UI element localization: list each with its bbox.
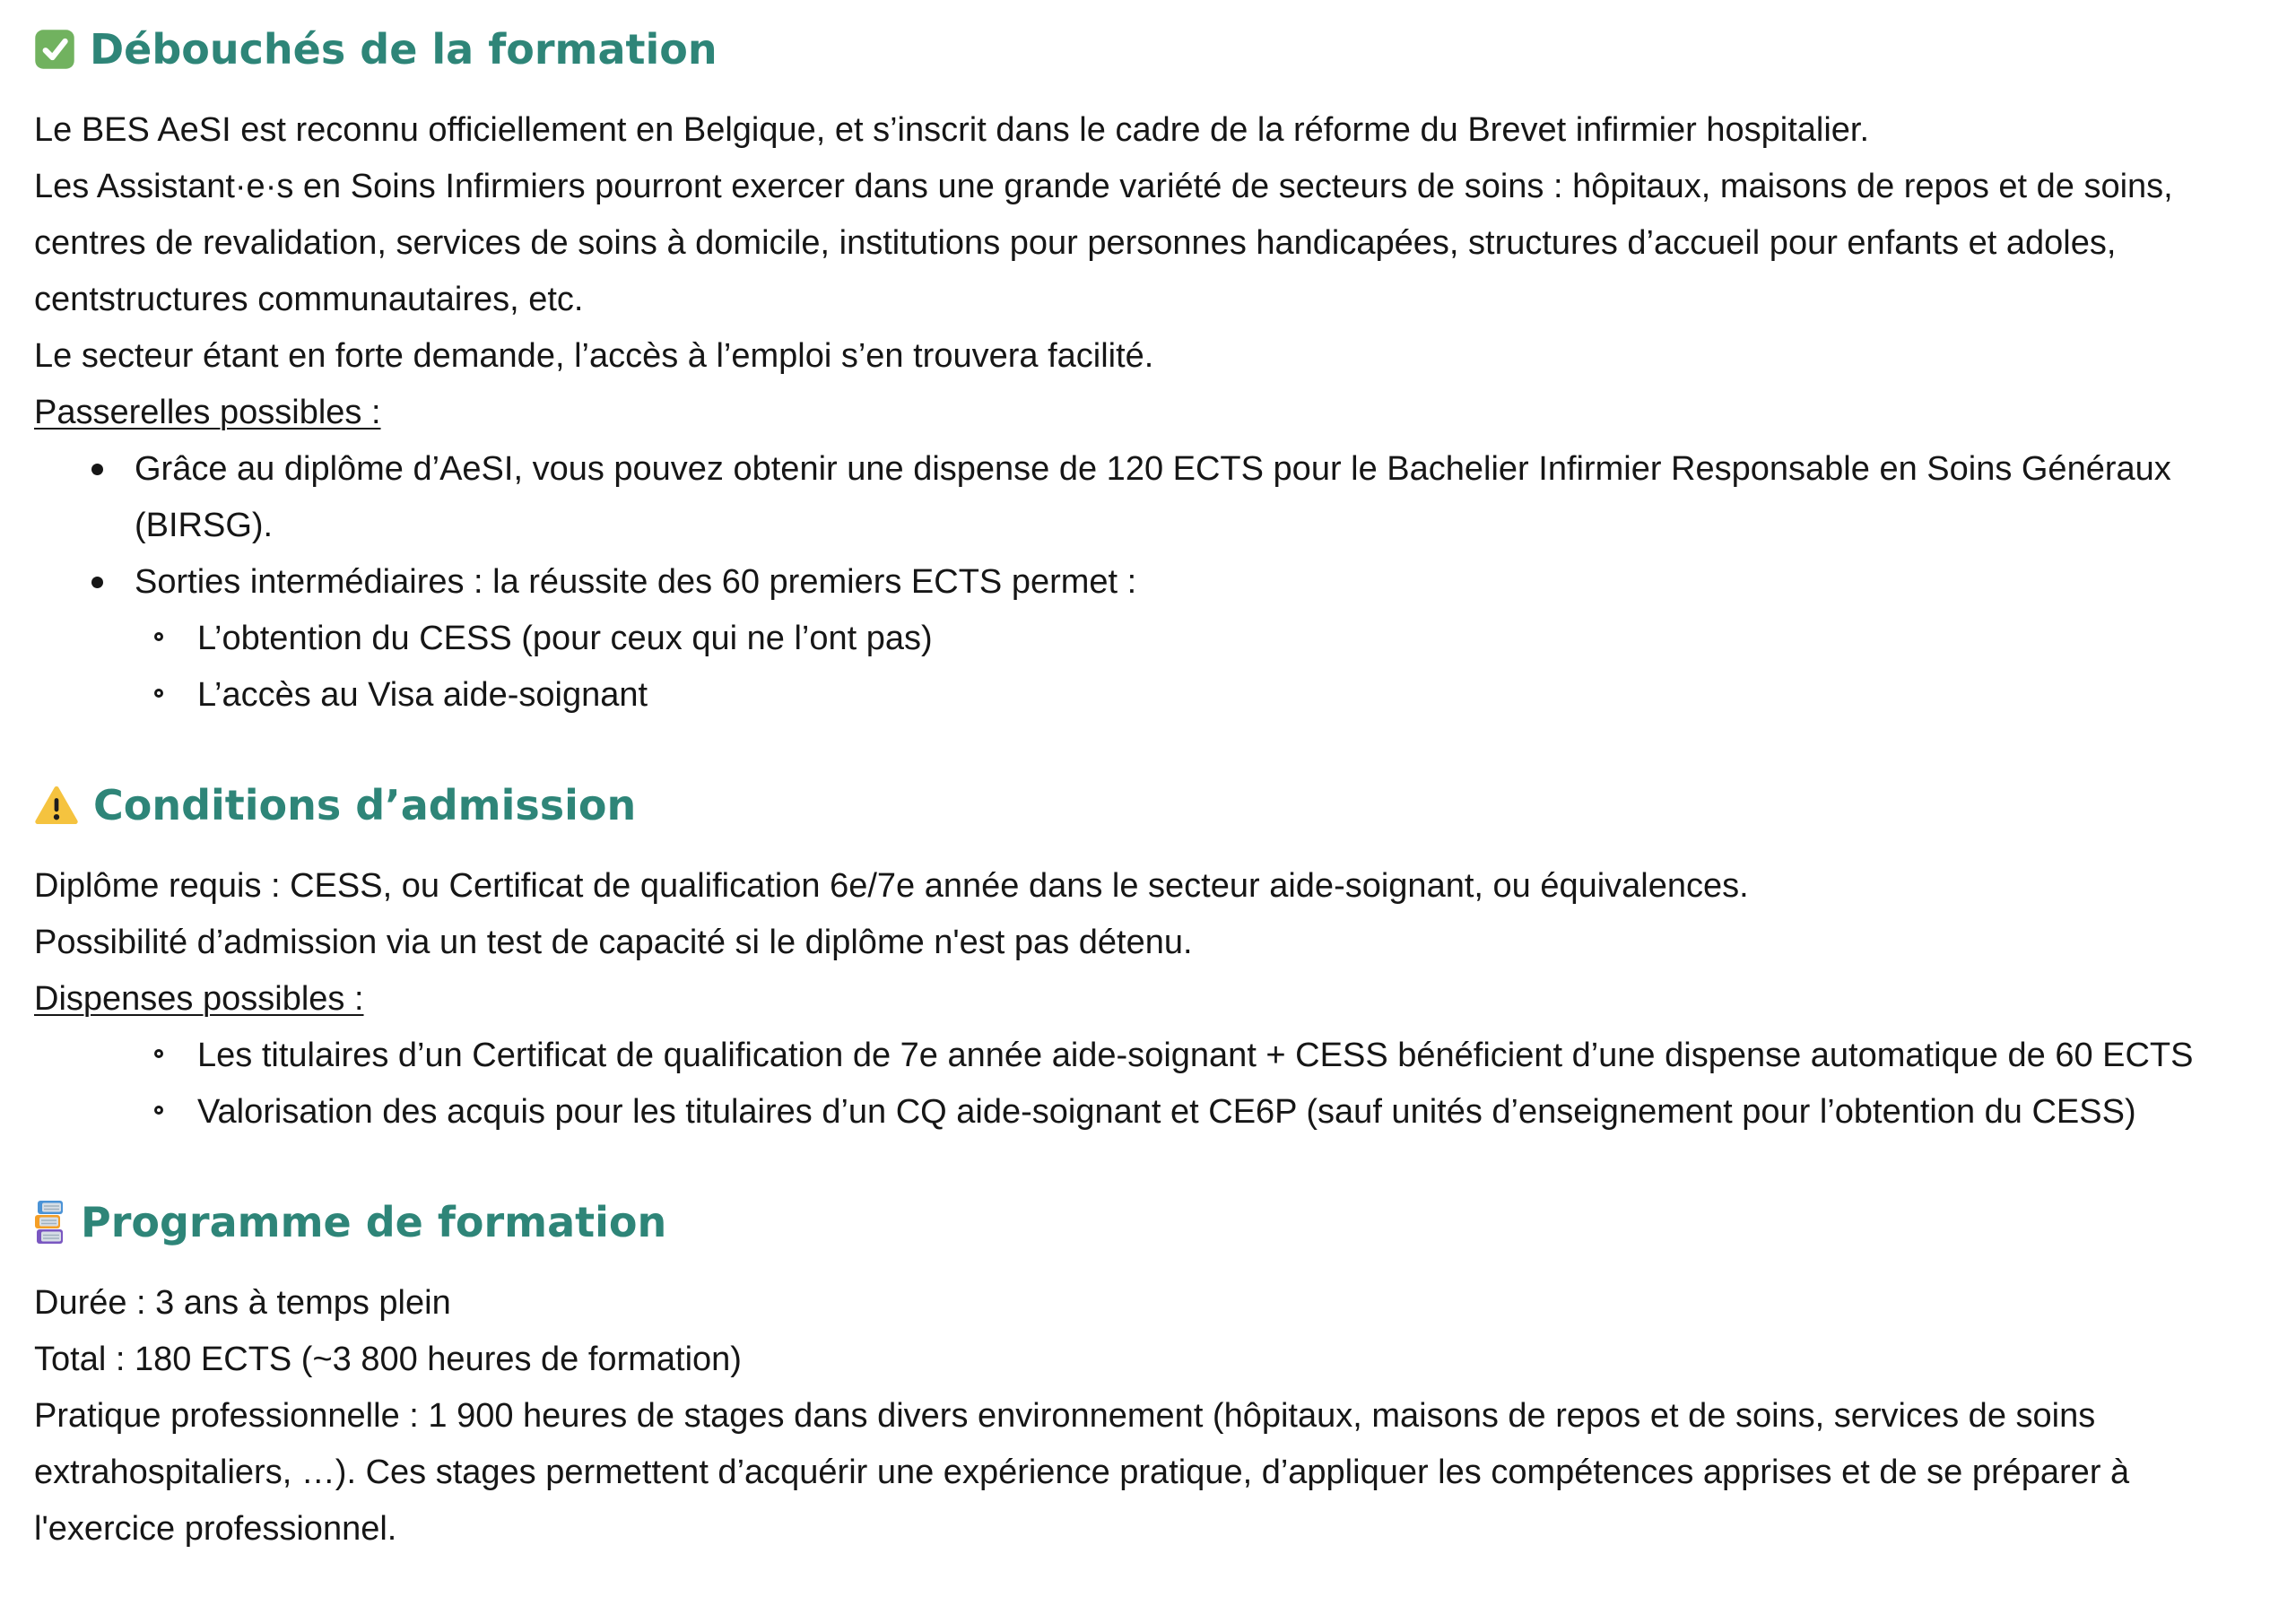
warning-icon (34, 785, 79, 826)
bullet-circle-icon (154, 1049, 163, 1058)
list-item-text: L’accès au Visa aide-soignant (197, 676, 648, 714)
list-item (34, 667, 2271, 724)
books-icon (34, 1199, 66, 1245)
paragraph: Le secteur étant en forte demande, l’accès à l’emploi s’en trouvera facilité. (34, 337, 1154, 375)
paragraph: Les Assistant·e·s en Soins Infirmiers pourront exercer dans une grande variété de secteurs de soins : hôpitaux, maisons de repos et de soins, centres de revalidation, services de soins à domicile, institutions pour personnes handicapées, structures d’accueil pour enfants et adoles, centstructures communautaires, etc. (34, 168, 2173, 318)
list-item (34, 1084, 2271, 1141)
sorties-sublist (34, 611, 2271, 724)
list-item (34, 554, 2271, 611)
list-item (34, 611, 2271, 667)
bullet-disc-icon (91, 464, 103, 475)
list-item-text: L’obtention du CESS (pour ceux qui ne l’ont pas) (197, 620, 933, 657)
section-debouches (34, 23, 2271, 724)
section-debouches-heading (34, 23, 2271, 75)
section-programme-title: Programme de formation (81, 1198, 667, 1246)
check-mark-icon (34, 29, 75, 70)
passerelles-label: Passerelles possibles : (34, 394, 381, 431)
section-admission-heading (34, 779, 2271, 831)
bullet-disc-icon (91, 577, 103, 588)
list-item-text: Sorties intermédiaires : la réussite des 60 premiers ECTS permet : (135, 563, 1137, 601)
section-programme (34, 1196, 2271, 1558)
list-item-text: Grâce au diplôme d’AeSI, vous pouvez obtenir une dispense de 120 ECTS pour le Bachelier Infirmier Responsable en Soins Généraux (BIRSG). (135, 450, 2171, 544)
section-admission-title: Conditions d’admission (93, 781, 637, 829)
paragraph: Possibilité d’admission via un test de capacité si le diplôme n'est pas détenu. (34, 924, 1193, 961)
section-debouches-title: Débouchés de la formation (90, 25, 718, 74)
list-item-text: Valorisation des acquis pour les titulaires d’un CQ aide-soignant et CE6P (sauf unités d’enseignement pour l’obtention du CESS) (197, 1093, 2136, 1131)
paragraph: Total : 180 ECTS (~3 800 heures de formation) (34, 1341, 742, 1378)
list-item (34, 441, 2271, 554)
passerelles-list (34, 441, 2271, 611)
list-item-text: Les titulaires d’un Certificat de qualification de 7e année aide-soignant + CESS bénéficient d’une dispense automatique de 60 ECTS (197, 1037, 2194, 1074)
list-item (34, 1028, 2271, 1084)
bullet-circle-icon (154, 689, 163, 698)
paragraph: Le BES AeSI est reconnu officiellement en Belgique, et s’inscrit dans le cadre de la réforme du Brevet infirmier hospitalier. (34, 111, 1870, 149)
dispenses-label: Dispenses possibles : (34, 980, 364, 1018)
paragraph: Pratique professionnelle : 1 900 heures de stages dans divers environnement (hôpitaux, maisons de repos et de soins, services de soins extrahospitaliers, …). Ces stages permettent d’acquérir une expérience pratique, d’appliquer les compétences apprises et de se préparer à l'exercice professionnel. (34, 1397, 2130, 1548)
bullet-circle-icon (154, 632, 163, 641)
section-programme-heading (34, 1196, 2271, 1248)
bullet-circle-icon (154, 1106, 163, 1115)
paragraph: Durée : 3 ans à temps plein (34, 1284, 451, 1322)
section-admission (34, 779, 2271, 1141)
paragraph: Diplôme requis : CESS, ou Certificat de qualification 6e/7e année dans le secteur aide-soignant, ou équivalences. (34, 867, 1749, 905)
dispenses-list (34, 1028, 2271, 1141)
